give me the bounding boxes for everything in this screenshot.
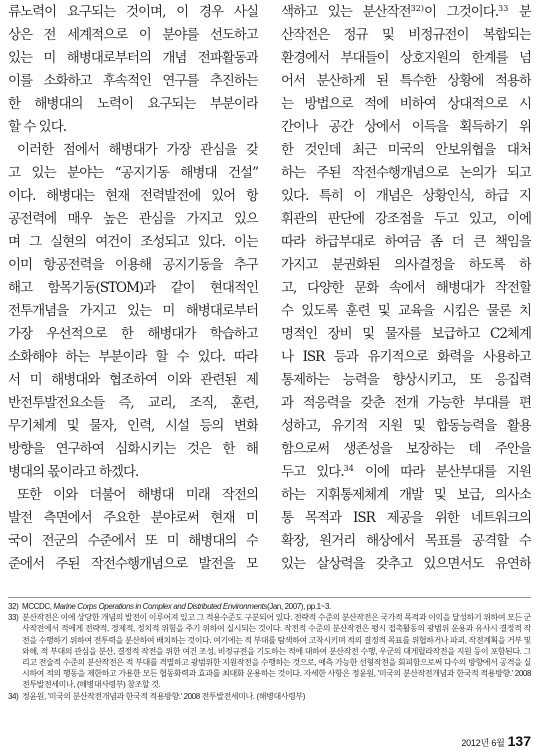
body-line: 따라 하급부대로 하여금 좀 더 큰 책임을 xyxy=(281,234,531,250)
body-line: 고, 다양한 문화 속에서 해병대가 작전할 xyxy=(281,280,531,296)
line-text: 이에 따라 분산부대를 지원 xyxy=(353,464,531,480)
body-line: 발전 측면에서 주요한 분야로써 현재 미 xyxy=(8,510,258,526)
body-line: 명적인 장비 및 물자를 보급하고 C2체계 xyxy=(281,326,531,342)
body-line: 방향을 연구하여 심화시키는 것은 한 해 xyxy=(8,441,258,457)
body-line: 공전력에 매우 높은 관심을 가지고 있으 xyxy=(8,211,258,227)
footnotes xyxy=(8,597,531,702)
body-line: 통제하는 능력을 향상시키고, 또 응집력 xyxy=(281,372,531,388)
body-line: 함으로써 생존성을 보장하는 데 주안을 xyxy=(281,441,531,457)
body-line: 이러한 점에서 해병대가 가장 관심을 갖 xyxy=(17,142,258,158)
footnote-ref: 34 xyxy=(343,464,354,473)
body-line: 성하고, 유기적 지원 및 합동능력을 활용 xyxy=(281,418,531,434)
body-line: 이미 항공전력을 이용해 공지기동을 추구 xyxy=(8,257,258,273)
left-column xyxy=(8,1,258,576)
body-line: 통 목적과 ISR 제공을 위한 네트워크의 xyxy=(281,510,531,526)
body-line: 는 방법으로 적에 비하여 상대적으로 시 xyxy=(281,96,531,112)
body-line: 할 수 있다. xyxy=(8,119,67,135)
body-line: 고 있는 분야는 “공지기동 해병대 건설” xyxy=(8,165,258,181)
body-line: 산작전은 정규 및 비정규전이 복합되는 xyxy=(281,27,531,43)
body-line: 수 있도록 훈련 및 교육을 시킴은 물론 치 xyxy=(281,303,531,319)
body-line: 병대의 몫이라고 하겠다. xyxy=(8,464,139,480)
body-line: 며 그 실현의 여건이 조성되고 있다. 이는 xyxy=(8,234,258,250)
body-line xyxy=(281,1,531,24)
body-line: 전투개념을 가지고 있는 미 해병대로부터 xyxy=(8,303,258,319)
right-column xyxy=(281,1,531,576)
footnote-32 xyxy=(8,601,531,612)
footnote-text xyxy=(22,601,531,612)
body-line: 한 해병대의 노력이 요구되는 부분이라 xyxy=(8,96,258,112)
body-line: 있는 살상력을 갖추고 있으면서도 유연하 xyxy=(281,556,531,572)
page-number: 137 xyxy=(507,733,531,749)
body-line: 가지고 분권화된 의사결정을 하도록 하 xyxy=(281,257,531,273)
line-text: 두고 있다. xyxy=(281,464,344,480)
body-line: 이다. 해병대는 현재 전력발전에 있어 항 xyxy=(8,188,258,204)
body-line: 한 것인데 최근 미국의 안보위협을 대처 xyxy=(281,142,531,158)
body-line: 류노력이 요구되는 것이며, 이 경우 사실 xyxy=(8,4,258,20)
body-line: 가장 우선적으로 한 해병대가 학습하고 xyxy=(8,326,258,342)
body-line: 또한 이와 더불어 해병대 미래 작전의 xyxy=(17,487,258,503)
body-line: 환경에서 부대들이 상호지원의 한계를 넘 xyxy=(281,50,531,66)
body-line: 과 적응력을 갖춘 전개 가능한 부대를 편 xyxy=(281,395,531,411)
page-footer xyxy=(461,733,531,751)
footnote-number: 33) xyxy=(8,613,19,623)
body-line: 하는 지휘통제체계 개발 및 보급, 의사소 xyxy=(281,487,531,503)
body-line: 해고 함목기동(STOM)과 같이 현대적인 xyxy=(8,280,258,296)
body-line: 반전투발전요소들 즉, 교리, 조직, 훈련, xyxy=(8,395,258,411)
line-text: 색하고 있는 분산작전 xyxy=(281,4,411,20)
body-line: 있다. 특히 이 개념은 상황인식, 하급 지 xyxy=(281,188,531,204)
body-line xyxy=(281,461,531,484)
body-line: 어서 분산하게 된 특수한 상황에 적용하 xyxy=(281,73,531,89)
footnote-ref: 32) xyxy=(410,4,424,13)
body-line: 나 ISR 등과 유기적으로 화력을 사용하고 xyxy=(281,349,531,365)
body-line: 서 미 해병대와 협조하여 이와 관련된 제 xyxy=(8,372,258,388)
body-line: 이를 소화하고 후속적인 연구를 추진하는 xyxy=(8,73,258,89)
body-line: 휘관의 판단에 강조점을 두고 있고, 이에 xyxy=(281,211,531,227)
body-line: 무기체계 및 물자, 인력, 시설 등의 변화 xyxy=(8,418,258,434)
body-line: 상은 전 세계적으로 이 분야를 선도하고 xyxy=(8,27,258,43)
footnote-text: 분산작전은 이에 상당한 개념의 발전이 이루어져 있고 그 적용수준도 구분되어 있다. 전략적 수준의 분산작전은 국가적 목적과 이익을 달성하기 위하여 모든 군사작전에서 적에게 전략적, 경제적, 정치적 위험을 주기 위하여 실시되는 것이다. 작전적 수준의 분산작전은 평시 접촉활동의 광범위 운용과 유사시 결정적 작전을 수행하기 위하여 전투력을 분산하여 배치하는 것이다. 여기에는 적 부대를 탐색하여 고착시키며 적의 결정적 목표를 위협하거나 파괴, 작전계획을 거부 및 와해, 적 부대의 관심을 분산, 결정적 작전을 위한 여건 조성, 비정규전을 기도하는 적에 대하여 분산작전 수행, 우군의 대게릴라작전을 지원 등이 포함된다. 그리고 전술적 수준의 분산작전은 적 부대를 격멸하고 광범위한 지원작전을 수행하는 것으로, 예측 가능한 선형작전을 회피함으로써 다수의 방향에서 공격을 실시하여 적의 행동을 제한하고 가용한 모든 협동화력과 효과를 최대화 운용하는 것이다. 자세한 사항은 정윤원, '미국의 분산작전개념과 한국적 적용방향.' 2008 전투발전세미나, (해병대사령부) 참조할 것. xyxy=(22,613,531,690)
footnote-ref: 33 xyxy=(498,4,509,13)
footnote-34 xyxy=(8,691,531,702)
footnote-text-part: (Jan, 2007), pp.1~3. xyxy=(267,602,331,611)
body-line: 하는 주된 작전수행개념으로 논의가 되고 xyxy=(281,165,531,181)
footnote-number: 32) xyxy=(8,602,19,611)
footnote-33 xyxy=(8,612,531,690)
body-line: 확장, 원거리 해상에서 목표를 공격할 수 xyxy=(281,533,531,549)
footer-date: 2012년 6월 xyxy=(461,738,505,748)
body-line: 국이 전군의 수준에서 또 미 해병대의 수 xyxy=(8,533,258,549)
footnote-text-part: MCCDC, xyxy=(22,602,54,611)
line-text: 이 그것이다. xyxy=(423,4,499,20)
body-line: 있는 미 해병대로부터의 개념 전파활동과 xyxy=(8,50,258,66)
footnote-title-italic: Marine Corps Operations in Complex and Distributed Environments xyxy=(53,602,267,611)
body-line: 준에서 주된 작전수행개념으로 발전을 모 xyxy=(8,556,258,572)
line-text: 분 xyxy=(508,4,531,20)
footnote-text: 정윤원, '미국의 분산작전개념과 한국적 적용방향.' 2008 전투발전세미나. (해병대사령부) xyxy=(22,691,306,701)
footnote-number: 34) xyxy=(8,691,19,701)
body-line: 소화해야 하는 부분이라 할 수 있다. 따라 xyxy=(8,349,258,365)
body-line: 간이나 공간 상에서 이득을 획득하기 위 xyxy=(281,119,531,135)
